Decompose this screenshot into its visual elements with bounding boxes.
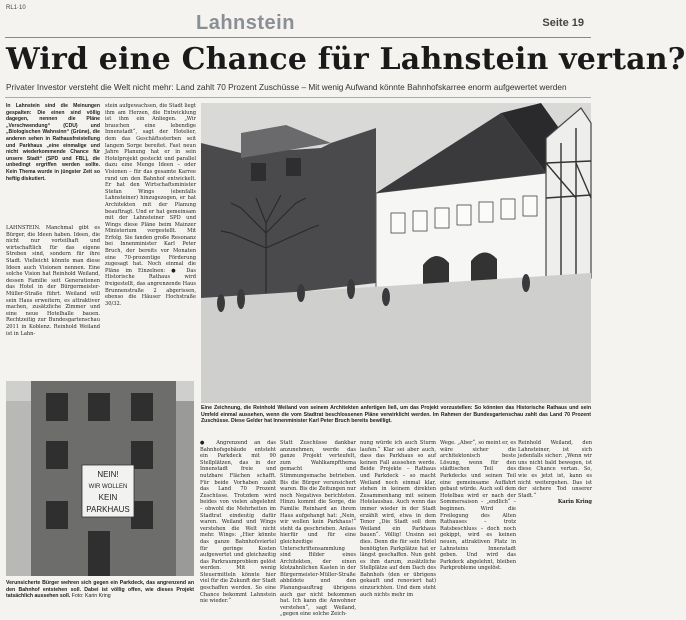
article-column-4: Statt Zuschüsse dankbar anzunehmen, werde das ganze Projekt verteufelt, zum Wahlkampfthema gemacht und Stimmungsmache betrieben. Bis die Bürger verunsichert waren. Bis die Zeitungen nur noch Negatives berichteten. Hinzu kommt die Sorge, die Familie Reinhard an ihrem Haus aufgehangt hat: „Nein, wir wollen kein Parkhaus!“ steht da geschrieben. Anlass hierfür und für eine gleichzeitige Unterschriftensammlung sind Bilder eines Architekten, der einen klotzahnlichen Kasten in der Bürgermeister-Müller-Straße abbildete und den Planungsauftrag übrigens auch gar nicht bekommen hat. Ich kann die Anwohner verstehen“, sagt Weiland, „gegen eine solche Zeich-: [280, 440, 356, 618]
subheadline: Privater Investor versteht die Welt nicht mehr: Land zahlt 70 Prozent Zuschüsse – Mit wenig Aufwand könnte Bahnhofskarree enorm aufgewertet werden: [6, 82, 567, 92]
page-kicker: RL1·10: [6, 5, 26, 11]
page-number: Seite 19: [542, 17, 584, 29]
article-column-6: Wege. „Aber“, so meint er, es wäre sicher die architektonisch beste Lösung, wenn für den städtischen Teil des Parkdecks und seinen Teil eine gemeinsame Auffahrt gebaut würde. Auch soll dem Hotelbau wird er nach der Sommersaison – „endlich“ – beginnen. Wird die Freilegung des Alten Rathauses – trotz Ratsbeschluss – doch noch gekippt, wird es keinen neuen, attraktiven Platz in Lahnsteins Innenstadt geben. Und wird das Parkdeck abgelehnt, bleiben Parkprobleme ungelöst.: [440, 440, 516, 572]
banner-line-2: WIR WOLLEN: [88, 484, 128, 490]
article-column-7: [518, 440, 592, 616]
header-rule: [5, 37, 591, 38]
section-title: Lahnstein: [196, 12, 295, 34]
headline: Wird eine Chance für Lahnstein vertan?: [6, 42, 686, 77]
subhead-rule: [5, 97, 591, 98]
architect-drawing-image: [201, 103, 591, 403]
drawing-caption: Eine Zeichnung, die Reinhold Weiland von seinem Architekten anfertigen ließ, um das Projekt vorzustellen: So könnten das Historische Rathaus und sein Umfeld einmal aussehen, wenn die vom Stadtrat beschlossenen Pläne verwirklicht werden. Im Rahmen der Bundesgartenschau zahlt das Land 70 Prozent Zuschüsse. Diese Gelder hat Innenminister Karl Peter Bruch bereits bewilligt.: [201, 405, 591, 425]
banner-line-3: KEIN: [98, 493, 118, 502]
article-column-7-text: Reinhold Weiland, den Lahnsteiner, ist sich jedenfalls sicher: „Wenn wir uns nicht bald bewegen, ist diese Chance vertan. So, wie es jetzt ist, kann es nicht weitergehen. Das ist der sichere Tod unserer Stadt.“: [518, 440, 592, 499]
banner-line-4: PARKHAUS: [86, 505, 130, 514]
photo-caption: [6, 580, 194, 610]
intro-text: In Lahnstein sind die Meinungen gespalten: Die einen sind völlig dagegen, nennen die Pläne „Verschwendung“ (CDU) und „Biologischen Wahnsinn“ (Grüne), die anderen sehen in Rathausfreistellung und Parkhaus „eine einmalige und nicht wiederkommende Chance für unsere Stadt“ (SPD und FBL), die unbedingt ergriffen werden sollte. Kein Thema wurde in jüngster Zeit so heftig diskutiert.: [6, 103, 100, 182]
article-column-2: stein aufgewachsen, die Stadt liegt ihm am Herzen, die Entwicklung ist ihm ein Anliegen. „Wir brauchen eine lebendige Innenstadt“, sagt der Hotelier, dem das Geschäftssterben seit langem Sorge bereitet. Fast neun Jahre Planung hat er in sein Hotelprojekt gesteckt und parallel dazu eine Menge Ideen – oder Visionen – für das gesamte Karree rund um den Bahnhof entwickelt. Er hat den Wirtschaftsminister Stefan Wings (ebenfalls Lahnsteiner) hinzugezogen, er hat Architekten mit der Planung beauftragt. Und er hat gemeinsam mit der Lahnsteiner SPD und Wings diese Pläne beim Mainzer Ministerium vorgestellt. Mit Erfolg. Sie fanden große Resonanz bei Innenminister Karl Peter Bruch, der bereits vor Monaten eine 70-prozentige Förderung zugesagt hat. Noch einmal die Pläne im Einzelnen: ● Das Historische Rathaus wird freigestellt, das angrenzende Haus Brunnenstraße 2 abgerissen, ebenso die Häuser Hochstraße 30/32.: [105, 103, 196, 307]
photo-credit: Foto: Karin Kring: [71, 593, 111, 600]
photo-caption-text: Verunsicherte Bürger wehren sich gegen ein Parkdeck, das angrenzend an den Bahnhof entstehen soll. Dabei ist völlig offen, wie dieses Projekt tatsächlich aussehen soll.: [6, 580, 194, 600]
banner-line-1: NEIN!: [97, 470, 119, 479]
article-column-3: ● Angrenzend an das Bahnhofsgebäude entsteht ein Parkdeck mit 90 Stellplätzen, das in der Innenstadt freie und nutzbare Flächen schafft. Für beide Vorhaben zahlt das Land 70 Prozent Zuschüsse. Trotzdem wird beides von vielen abgelehnt – obwohl die Mehrheiten im Stadtrat eindeutig dafür waren. Weiland und Wings verstehen die Welt nicht mehr. Wings: „Hier könnte das ganze Bahnhofsviertel für geringe Kosten aufgewertet und gleichzeitig das Parkraumproblem gelöst werden. Mit wenig Steuermitteln könnte hier viel für die Zukunft der Stadt geschaffen werden. So eine Chance bekommt Lahnstein nie wieder.“: [200, 440, 276, 605]
author-signature: Karin Kring: [557, 499, 592, 506]
house-protest-photo: [6, 381, 194, 576]
article-column-5: nung würde ich auch Sturm laufen.“ Klar sei aber auch, dass das Parkhaus so auf keinen Fall aussehen werde. Beide Projekte – Rathaus und Parkdeck – so macht Weiland noch einmal klar, stehen in keinem direkten Zusammenhang mit seinem Hotelausbau. Auch wenn das immer wieder in der Stadt erzählt wird, etwa in dem Tenor „Die Stadt soll dem Weiland ein Parkhaus bauen“. Völlig! Unsinn sei dies. Denn die für sein Hotel benötigten Parkplätze hat er längst geschaffen. Nun geht es ihm darum, zusätzliche Stellplätze auf dem Dach des Bahnhofs (den er übrigens gekauft und renoviert hat) einzurichten. Und dem steht auch nichts mehr im: [360, 440, 436, 598]
article-column-1: LAHNSTEIN. Manchmal gibt es Bürger, die Ideen haben. Ideen, die nicht nur vorteilhaft und wirtschaftlich für das eigene Streben sind, sondern für ihre Stadt. Vielleicht könnte man diese Ideen auch Visionen nennen. Eine solche Vision hat Reinhold Weiland, dessen Familie seit Generationen das Hotel in der Bürgermeister-Müller-Straße führt. Weiland will sein Haus erweitern, es attraktiver machen, zusätzliche Zimmer und eine neue Hotelhalle bauen. Rechtzeitig zur Bundesgartenschau 2011 in Koblenz. Reinhold Weiland ist in Lahn-: [6, 225, 100, 337]
